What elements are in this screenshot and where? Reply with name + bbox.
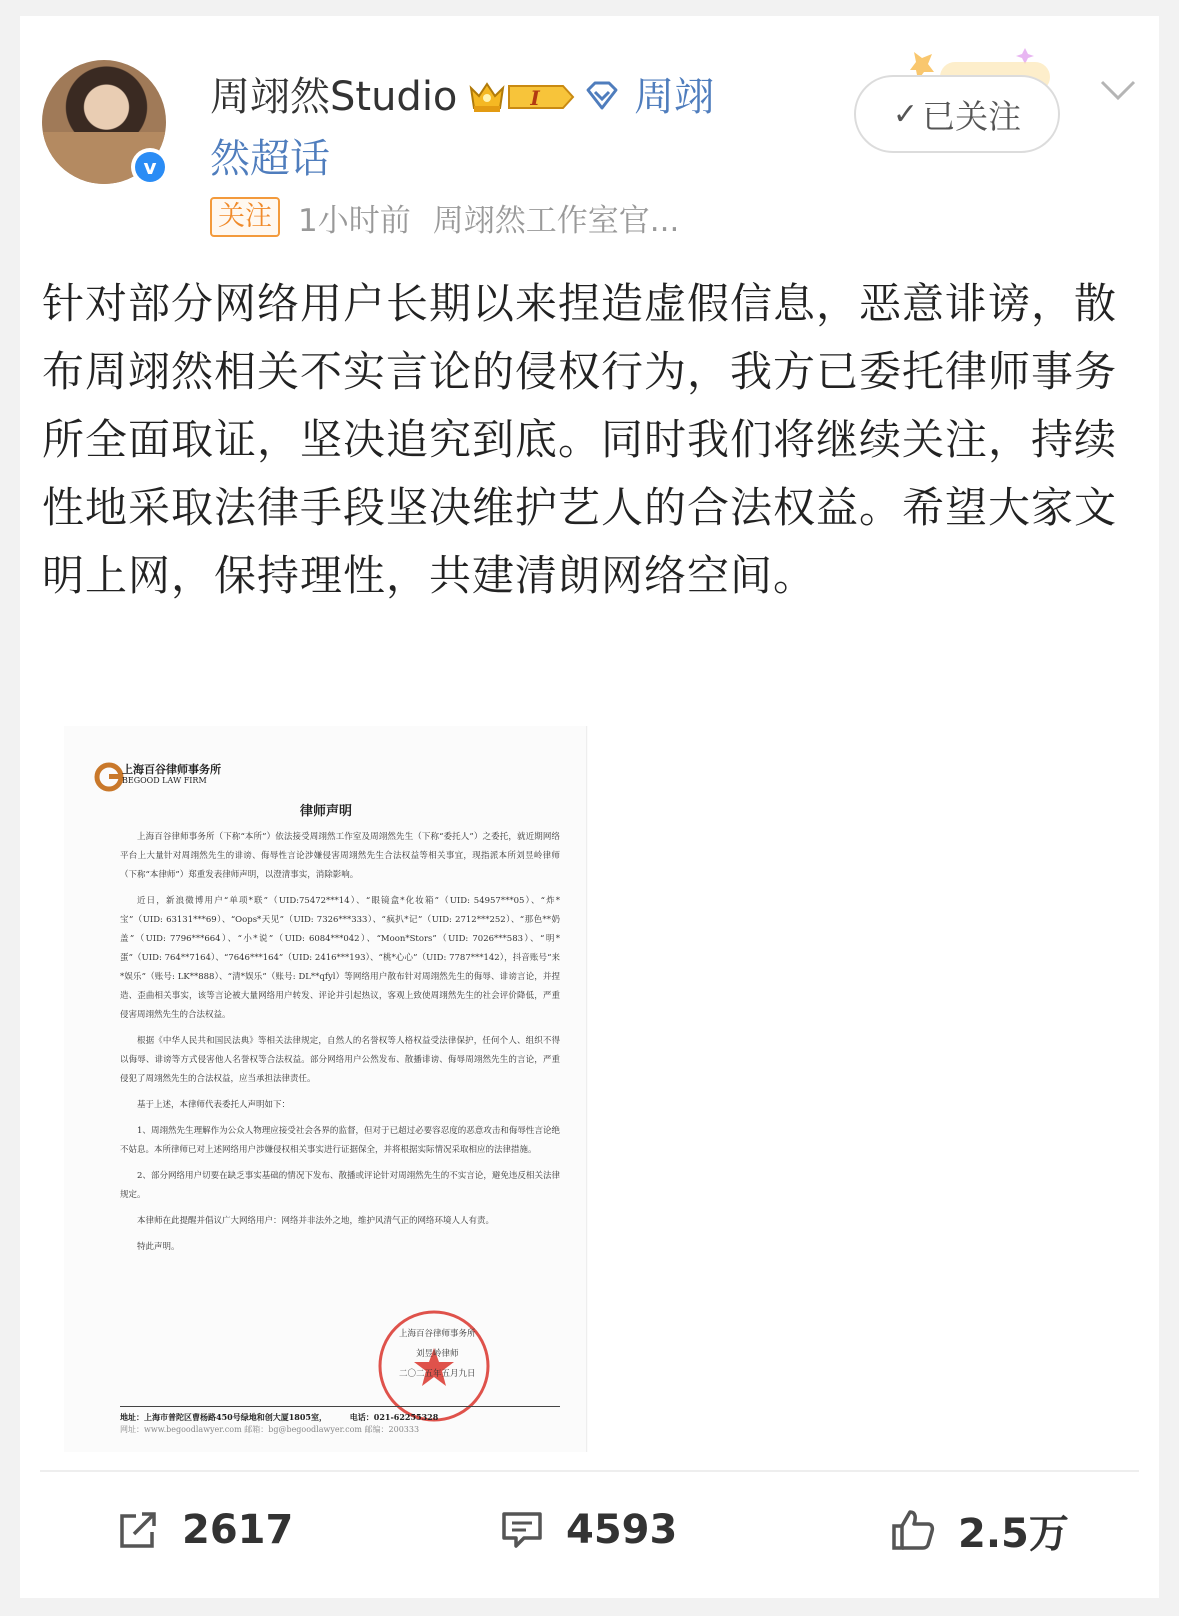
footer-phone: 电话：021-62255328	[349, 1412, 439, 1422]
repost-count: 2617	[182, 1507, 294, 1553]
document-body	[120, 828, 560, 1264]
firm-name-cn: 上海百谷律师事务所	[122, 763, 221, 776]
post-meta	[210, 196, 679, 238]
post-text: 针对部分网络用户长期以来捏造虚假信息，恶意诽谤，散布周翊然相关不实言论的侵权行为，我方已委托律师事务所全面取证，坚决追究到底。同时我们将继续关注，持续性地采取法律手段坚决维护艺人的合法权益。希望大家文明上网，保持理性，共建清朗网络空间。	[42, 279, 1118, 600]
document-paragraph: 近日，新浪微博用户“单项*联”（UID:75472***14）、“眼镜盒*化妆箱”（UID: 54957***05）、“炸*宝”（UID: 63131***69）、“Oops*天见”（UID: 7326***333）、“疯扒*记”（UID: 2712***252）、“那色**奶盖”（UID: 7796***664）、“小*说”（UID: 6084***042）、“Moon*Stors”（UID: 7026***583）、“明*蛋”（UID: 764**7164）、“7646***164”（UID: 2416***193）、“桃*心心”（UID: 7787***142），抖音账号“来*娱乐”（账号: LK**888）、“清*娱乐”（账号: DL**qfyl）等网络用户散布针对周翊然先生的侮辱、诽谤言论，并捏造、歪曲相关事实，该等言论被大量网络用户转发、评论并引起热议，客观上致使周翊然先生的社会评价降低，严重侵害周翊然先生的合法权益。	[120, 896, 560, 1020]
repost-button[interactable]	[118, 1500, 293, 1560]
verified-badge	[131, 148, 169, 186]
image-divider	[586, 726, 587, 1452]
post-time: 1小时前	[298, 202, 411, 239]
crown-icon	[467, 78, 507, 114]
like-count: 2.5万	[958, 1510, 1069, 1557]
level-text: I	[530, 86, 541, 110]
comment-count: 4593	[566, 1507, 678, 1553]
footer-address: 地址：上海市普陀区曹杨路450号绿地和创大厦1805室，	[120, 1412, 327, 1422]
member-level-badge	[507, 80, 575, 114]
author-header	[210, 66, 780, 190]
document-paragraph: 本律师在此提醒并倡议广大网络用户：网络并非法外之地，维护风清气正的网络环境人人有责。	[137, 1216, 495, 1226]
document-footer	[120, 1410, 580, 1424]
signature-lawyer: 刘昱岭律师	[416, 1349, 459, 1359]
comment-icon	[500, 1510, 544, 1550]
diamond-icon	[583, 68, 621, 100]
document-footer-contact: 网址：www.begoodlawyer.com 邮箱：bg@begoodlawyer.com 邮编：200333	[120, 1425, 420, 1434]
firm-logo-icon	[94, 762, 124, 792]
action-bar-divider	[40, 1470, 1139, 1472]
chevron-down-icon[interactable]	[1098, 76, 1138, 106]
like-button[interactable]	[890, 1500, 1069, 1560]
document-paragraph: 基于上述，本律师代表委托人声明如下：	[137, 1100, 291, 1110]
topic-link-continued[interactable]: 然超话	[210, 136, 330, 182]
document-paragraph: 1、周翊然先生理解作为公众人物理应接受社会各界的监督，但对于已超过必要容忍度的恶意攻击和侮辱性言论绝不姑息。本所律师已对上述网络用户涉嫌侵权相关事实进行证据保全，并将根据实际情况采取相应的法律措施。	[120, 1126, 560, 1155]
comment-button[interactable]	[500, 1500, 677, 1560]
share-out-icon	[118, 1510, 160, 1550]
document-title: 律师声明	[299, 804, 352, 819]
attached-document-image[interactable]	[64, 726, 588, 1452]
document-signature	[399, 1324, 476, 1384]
bottom-strip	[0, 1598, 1179, 1616]
firm-name-en: BEGOOD LAW FIRM	[122, 776, 207, 785]
signature-date: 二〇二五年五月九日	[399, 1369, 476, 1379]
post-source: 周翊然工作室官...	[432, 202, 680, 239]
followed-label: 已关注	[922, 96, 1022, 136]
thumbs-up-icon	[890, 1508, 936, 1552]
verified-v-icon: v	[135, 152, 165, 182]
followed-button[interactable]	[854, 75, 1060, 153]
topic-link[interactable]: 周翊	[634, 74, 715, 120]
signature-firm: 上海百谷律师事务所	[399, 1329, 476, 1339]
follow-tag: 关注	[210, 197, 280, 237]
checkmark-icon: ✓	[892, 96, 919, 132]
document-paragraph: 根据《中华人民共和国民法典》等相关法律规定，自然人的名誉权等人格权益受法律保护，任何个人、组织不得以侮辱、诽谤等方式侵害他人名誉权等合法权益。部分网络用户公然发布、散播诽谤、侮辱周翊然先生的言论，严重侵犯了周翊然先生的合法权益，应当承担法律责任。	[120, 1036, 560, 1084]
document-paragraph: 特此声明。	[137, 1242, 180, 1252]
author-name[interactable]: 周翊然Studio	[210, 74, 458, 120]
document-paragraph: 2、部分网络用户切要在缺乏事实基础的情况下发布、散播或评论针对周翊然先生的不实言论，避免违反相关法律规定。	[120, 1171, 560, 1200]
document-paragraph: 上海百谷律师事务所（下称“本所”）依法接受周翊然工作室及周翊然先生（下称“委托人”）之委托，就近期网络平台上大量针对周翊然先生的诽谤、侮辱性言论涉嫌侵害周翊然先生合法权益等相关事宜，现指派本所刘昱岭律师（下称“本律师”）郑重发表律师声明，以澄清事实，消除影响。	[120, 832, 560, 880]
document-footer-divider	[120, 1406, 560, 1407]
